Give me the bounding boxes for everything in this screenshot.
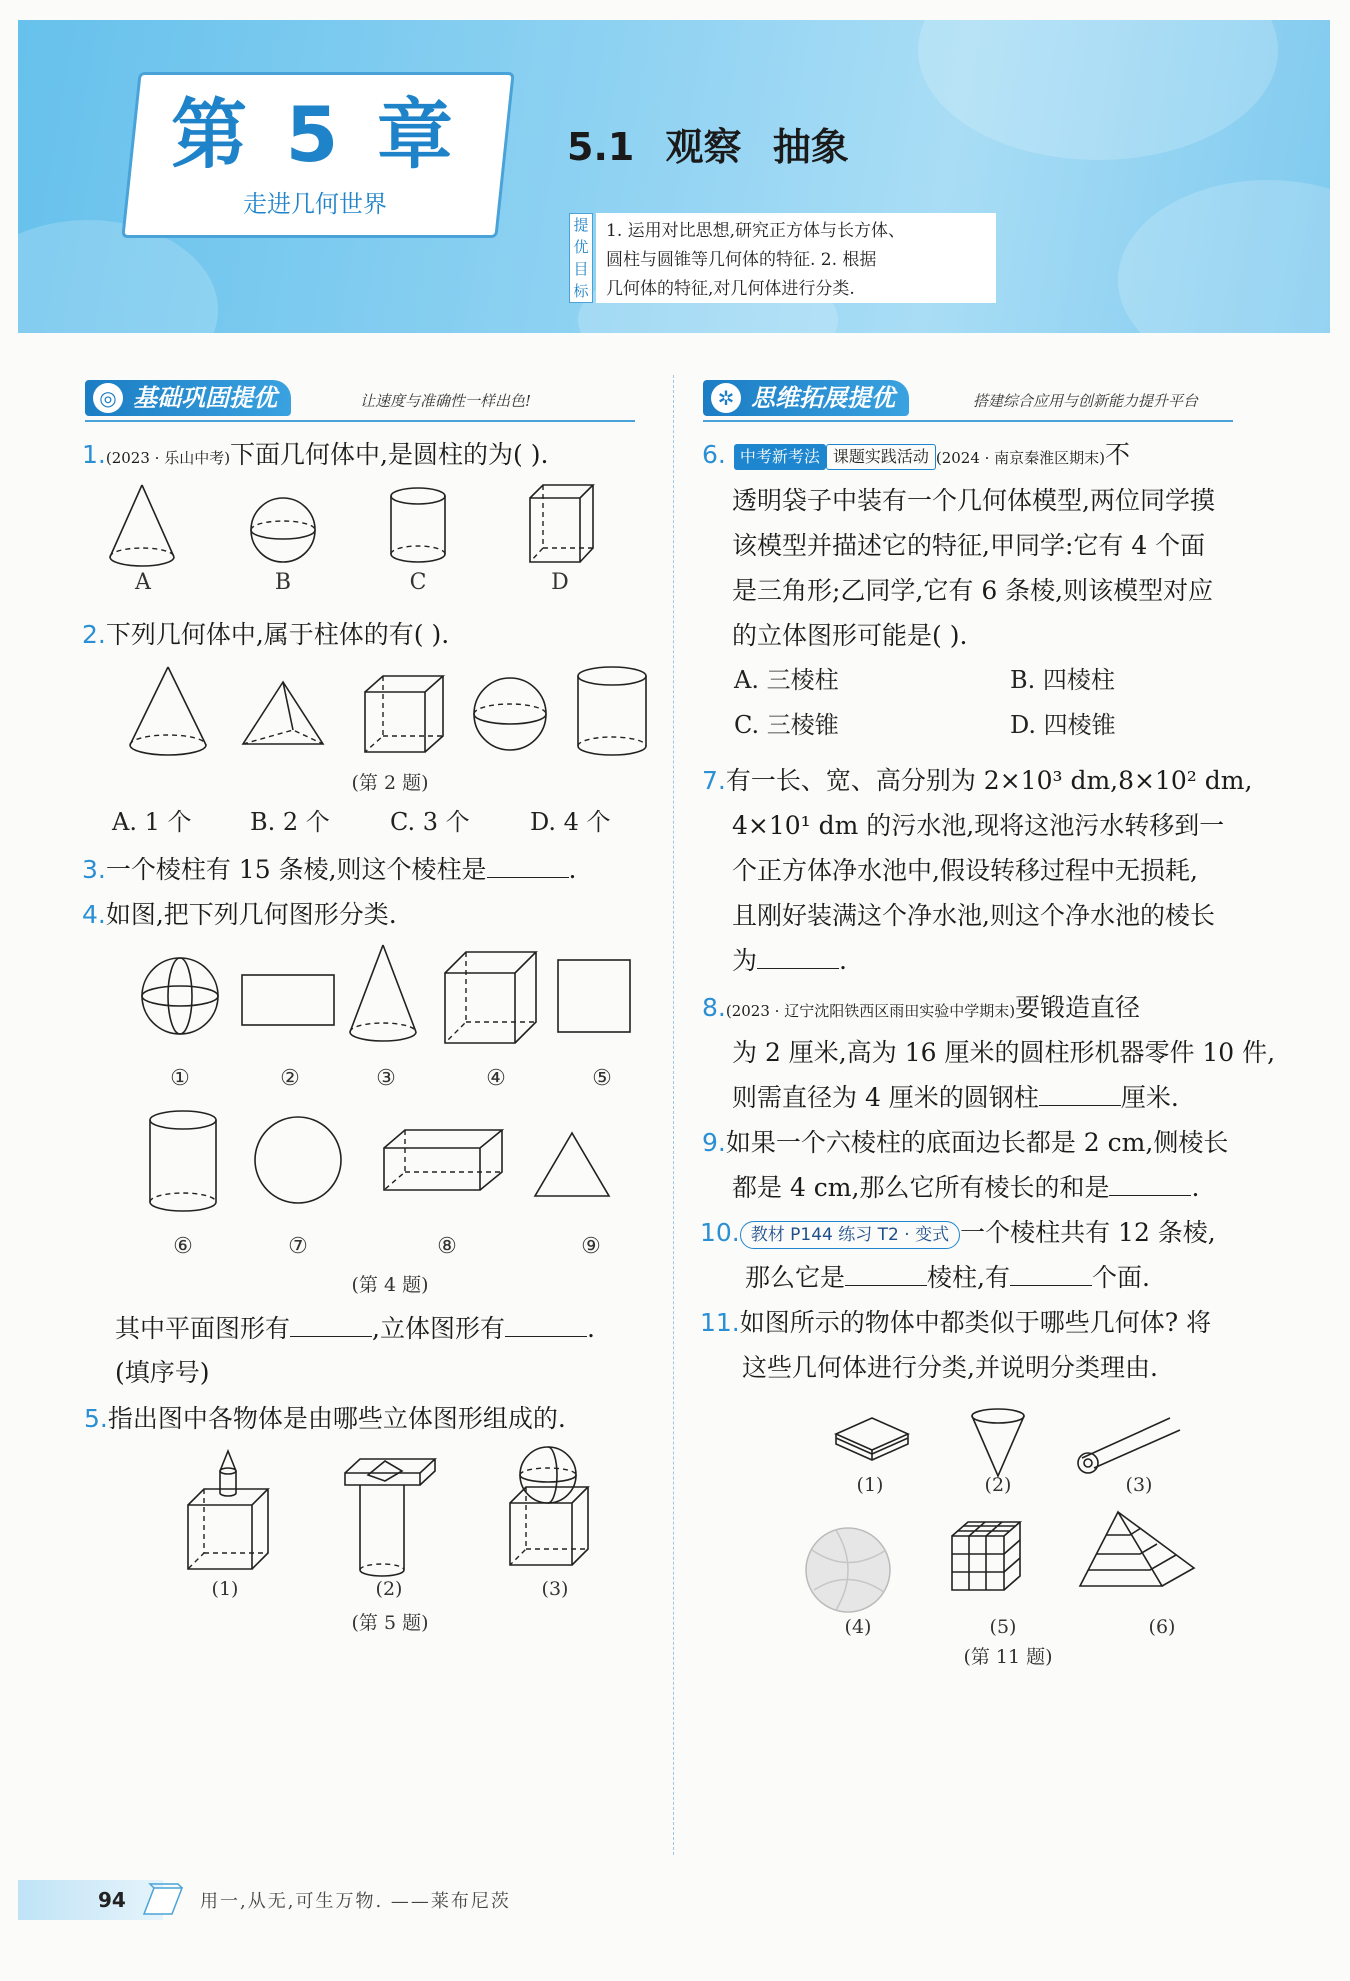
footer-quote: 用一,从无,可生万物. ——莱布尼茨 (200, 1891, 511, 1912)
q5-label: (2) (375, 1578, 403, 1600)
question-1 (82, 432, 662, 481)
q11-label: (2) (984, 1474, 1012, 1496)
question-text: 厘米. (1120, 1083, 1179, 1112)
q5-label: (3) (541, 1578, 569, 1600)
question-text: 则需直径为 4 厘米的圆钢柱 (732, 1083, 1039, 1112)
question-number: 3. (82, 855, 106, 884)
question-text: 且刚好装满这个净水池,则这个净水池的棱长 (732, 901, 1215, 930)
q4-label: ⑤ (592, 1066, 612, 1091)
option-b: B. 2 个 (250, 808, 330, 836)
question-text: 如图,把下列几何图形分类. (105, 900, 397, 929)
question-4 (82, 892, 662, 937)
column-divider (673, 375, 674, 1855)
answer-blank[interactable] (1039, 1079, 1121, 1106)
figure-caption: (第 4 题) (351, 1274, 429, 1296)
q1-label: D (551, 570, 569, 595)
question-number: 1. (82, 440, 106, 469)
q4-note: (填序号) (115, 1358, 210, 1387)
question-9 (702, 1120, 1302, 1165)
new-exam-tag: 中考新考法 (734, 444, 826, 470)
q4-label: ⑨ (581, 1234, 601, 1259)
section-title: 5.1 观察 抽象 (567, 125, 849, 169)
answer-blank[interactable] (290, 1310, 372, 1337)
answer-prompt: 其中平面图形有 (115, 1314, 291, 1343)
q11-label: (4) (844, 1616, 872, 1638)
question-text: 下列几何体中,属于柱体的有( ). (105, 620, 450, 649)
question-11 (700, 1300, 1300, 1345)
answer-prompt: ,立体图形有 (372, 1314, 505, 1343)
question-number: 8. (702, 993, 726, 1022)
q10-answer-line (745, 1255, 1315, 1300)
question-text: 下面几何体中,是圆柱的为( ). (230, 440, 549, 469)
option-a: A. 三棱柱 (734, 666, 839, 694)
answer-blank[interactable] (505, 1310, 587, 1337)
option-c: C. 3 个 (390, 808, 470, 836)
q11-label: (3) (1125, 1474, 1153, 1496)
q1-shapes (100, 480, 620, 570)
textbook-tag: 教材 P144 练习 T2 · 变式 (740, 1221, 960, 1249)
question-number: 4. (82, 900, 106, 929)
question-number: 11. (700, 1308, 740, 1337)
figure-caption: (第 2 题) (351, 772, 429, 794)
answer-blank[interactable] (845, 1259, 927, 1286)
question-text: 要锻造直径 (1015, 993, 1141, 1022)
basic-section-badge (85, 380, 291, 416)
book-icon (140, 1880, 190, 1920)
question-number: 6. (702, 440, 726, 469)
question-source: (2024 · 南京秦淮区期末) (935, 449, 1106, 467)
q7-last-line: 为 . (732, 938, 1312, 983)
question-8 (702, 985, 1302, 1034)
learning-goals (596, 213, 996, 303)
option-a: A. 1 个 (112, 808, 192, 836)
chapter-title: 第 5 章 (171, 90, 459, 179)
question-6 (702, 432, 1292, 481)
question-text: 指出图中各物体是由哪些立体图形组成的. (107, 1404, 566, 1433)
q9-last-line: 都是 4 cm,那么它所有棱长的和是 . (732, 1165, 1312, 1210)
answer-blank[interactable] (757, 942, 839, 969)
question-text: 如果一个六棱柱的底面边长都是 2 cm,侧棱长 (725, 1128, 1229, 1157)
question-source: (2023 · 乐山中考) (105, 449, 231, 467)
question-text: 4×10¹ dm 的污水池,现将这池污水转移到一 (732, 811, 1225, 840)
question-text: 个面. (1091, 1263, 1150, 1292)
question-text: 那么它是 (745, 1263, 846, 1292)
question-text: 一个棱柱有 15 条棱,则这个棱柱是 (105, 855, 487, 884)
question-text: 透明袋子中装有一个几何体模型,两位同学摸 (732, 486, 1215, 515)
basic-section-title: 基础巩固提优 (133, 384, 277, 412)
goal-line: 圆柱与圆锥等几何体的特征. 2. 根据 (606, 250, 877, 270)
question-2 (82, 612, 662, 657)
question-text: 不 (1105, 440, 1131, 469)
goal-line: 几何体的特征,对几何体进行分类. (606, 279, 855, 299)
question-number: 2. (82, 620, 106, 649)
question-text: 为 (732, 946, 758, 975)
page-number: 94 (98, 1888, 126, 1912)
question-text: 该模型并描述它的特征,甲同学:它有 4 个面 (732, 531, 1206, 560)
q11-label: (5) (989, 1616, 1017, 1638)
option-d: D. 4 个 (530, 808, 611, 836)
option-b: B. 四棱柱 (1010, 666, 1115, 694)
target-icon: ◎ (93, 383, 123, 413)
goal-line: 1. 运用对比思想,研究正方体与长方体、 (606, 221, 906, 241)
advanced-section-badge (703, 380, 909, 416)
q1-label: A (135, 570, 151, 595)
question-text: 一个棱柱共有 12 条棱, (960, 1218, 1216, 1247)
q4-label: ⑧ (437, 1234, 457, 1259)
question-text: 是三角形;乙同学,它有 6 条棱,则该模型对应 (732, 576, 1214, 605)
figure-caption: (第 11 题) (963, 1646, 1053, 1668)
advanced-section-title: 思维拓展提优 (751, 384, 895, 412)
answer-blank[interactable] (1109, 1169, 1191, 1196)
advanced-section-slogan: 搭建综合应用与创新能力提升平台 (973, 392, 1199, 410)
question-text: 都是 4 cm,那么它所有棱长的和是 (732, 1173, 1110, 1202)
question-10 (700, 1210, 1300, 1255)
question-7 (702, 758, 1302, 803)
answer-blank[interactable] (487, 851, 569, 878)
option-c: C. 三棱锥 (734, 711, 839, 739)
q5-label: (1) (211, 1578, 239, 1600)
q1-label: C (409, 570, 427, 595)
q4-label: ① (170, 1066, 190, 1091)
question-text: 有一长、宽、高分别为 2×10³ dm,8×10² dm, (725, 766, 1253, 795)
question-text: 的立体图形可能是( ). (732, 621, 968, 650)
q8-last-line (732, 1075, 1312, 1120)
question-text: 个正方体净水池中,假设转移过程中无损耗, (732, 856, 1198, 885)
goals-tag: 提优目标 (569, 213, 593, 303)
q4-label: ② (280, 1066, 300, 1091)
question-text: 如图所示的物体中都类似于哪些几何体? 将 (739, 1308, 1212, 1337)
q11-objects (800, 1400, 1240, 1650)
q2-shapes (125, 662, 655, 762)
q4-label: ⑦ (288, 1234, 308, 1259)
q11-label: (1) (856, 1474, 884, 1496)
question-text: 棱柱,有 (927, 1263, 1010, 1292)
question-number: 7. (702, 766, 726, 795)
advanced-section-bar (703, 380, 1233, 422)
question-number: 5. (84, 1404, 108, 1433)
question-text: 为 2 厘米,高为 16 厘米的圆柱形机器零件 10 件, (732, 1038, 1276, 1067)
atom-icon: ✲ (711, 383, 741, 413)
question-source: (2023 · 辽宁沈阳铁西区雨田实验中学期末) (725, 1002, 1016, 1020)
q4-label: ④ (486, 1066, 506, 1091)
basic-section-slogan: 让速度与准确性一样出色! (360, 392, 532, 410)
q4-answer-line: 其中平面图形有 ,立体图形有 . (115, 1306, 685, 1351)
question-text: 这些几何体进行分类,并说明分类理由. (742, 1353, 1158, 1382)
question-5 (84, 1396, 664, 1441)
basic-section-bar (85, 380, 635, 422)
q4-label: ③ (376, 1066, 396, 1091)
q11-label: (6) (1148, 1616, 1176, 1638)
answer-blank[interactable] (1010, 1259, 1092, 1286)
q1-label: B (274, 570, 292, 595)
figure-caption: (第 5 题) (351, 1612, 429, 1634)
q4-label: ⑥ (173, 1234, 193, 1259)
question-3: 3.一个棱柱有 15 条棱,则这个棱柱是 . (82, 847, 672, 892)
question-number: 10. (700, 1218, 740, 1247)
activity-tag: 课题实践活动 (826, 444, 936, 470)
option-d: D. 四棱锥 (1010, 711, 1116, 739)
chapter-subtitle: 走进几何世界 (243, 190, 387, 218)
question-number: 9. (702, 1128, 726, 1157)
